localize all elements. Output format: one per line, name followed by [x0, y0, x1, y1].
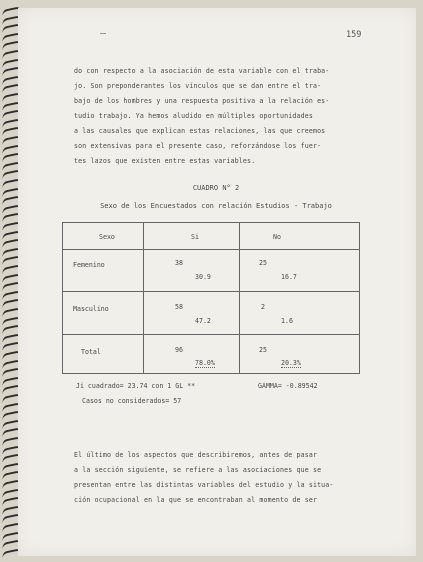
cell-count: 25 — [259, 259, 267, 267]
text-line: jo. Son preponderantes los vínculos que se dan entre el tra- — [74, 82, 322, 90]
cases-note: Casos no considerados= 57 — [82, 397, 182, 405]
text-line: a la sección siguiente, se refiere a las asociaciones que se — [74, 466, 322, 474]
row-divider — [63, 334, 359, 335]
column-divider — [143, 223, 144, 373]
column-divider — [239, 223, 240, 373]
table-title: CUADRO N° 2 — [192, 184, 240, 192]
header-no: No — [273, 233, 281, 241]
text-line: ción ocupacional en la que se encontraban al momento de ser — [74, 496, 318, 504]
cell-percent: 20.3% — [281, 359, 301, 367]
text-line: do con respecto a la asociación de esta variable con el traba- — [74, 67, 330, 75]
text-line: a las causales que explican estas relaciones, las que creemos — [74, 127, 326, 135]
cell-count: 2 — [261, 303, 265, 311]
header-si: Si — [191, 233, 199, 241]
cell-percent: 30.9 — [195, 273, 211, 281]
page-number: 159 — [346, 30, 362, 40]
cell-percent: 16.7 — [281, 273, 297, 281]
paragraph-1 — [74, 64, 360, 169]
text-line: El último de los aspectos que describiremos, antes de pasar — [74, 451, 318, 459]
paragraph-2 — [74, 448, 360, 508]
text-line: bajo de los hombres y una respuesta positiva a la relación es- — [74, 97, 330, 105]
gamma-note: GAMMA= -0.89542 — [258, 382, 318, 390]
text-line: son extensivas para el presente caso, reforzándose los fuer- — [74, 142, 322, 150]
row-label-masculino: Masculino — [73, 305, 109, 313]
pen-mark — [100, 33, 106, 34]
cell-percent: 47.2 — [195, 317, 211, 325]
table-subtitle: Sexo de los Encuestados con relación Estudios - Trabajo — [100, 202, 332, 210]
cell-percent: 78.0% — [195, 359, 215, 367]
cell-count: 96 — [175, 346, 183, 354]
chi-square-note: Ji cuadrado= 23.74 con 1 GL ** — [76, 382, 196, 390]
text-line: tudio trabajo. Ya hemos aludido en múltiples oportunidades — [74, 112, 313, 120]
text-line: tes lazos que existen entre estas variables. — [74, 157, 256, 165]
cell-count: 38 — [175, 259, 183, 267]
row-divider — [63, 249, 359, 250]
text-line: presentan entre las distintas variables del estudio y la situa- — [74, 481, 334, 489]
cell-count: 25 — [259, 346, 267, 354]
row-label-total: Total — [81, 348, 101, 356]
cell-percent: 1.6 — [281, 317, 293, 325]
data-table — [62, 222, 360, 374]
row-label-femenino: Femenino — [73, 261, 105, 269]
row-divider — [63, 291, 359, 292]
header-sexo: Sexo — [99, 233, 115, 241]
cell-count: 58 — [175, 303, 183, 311]
